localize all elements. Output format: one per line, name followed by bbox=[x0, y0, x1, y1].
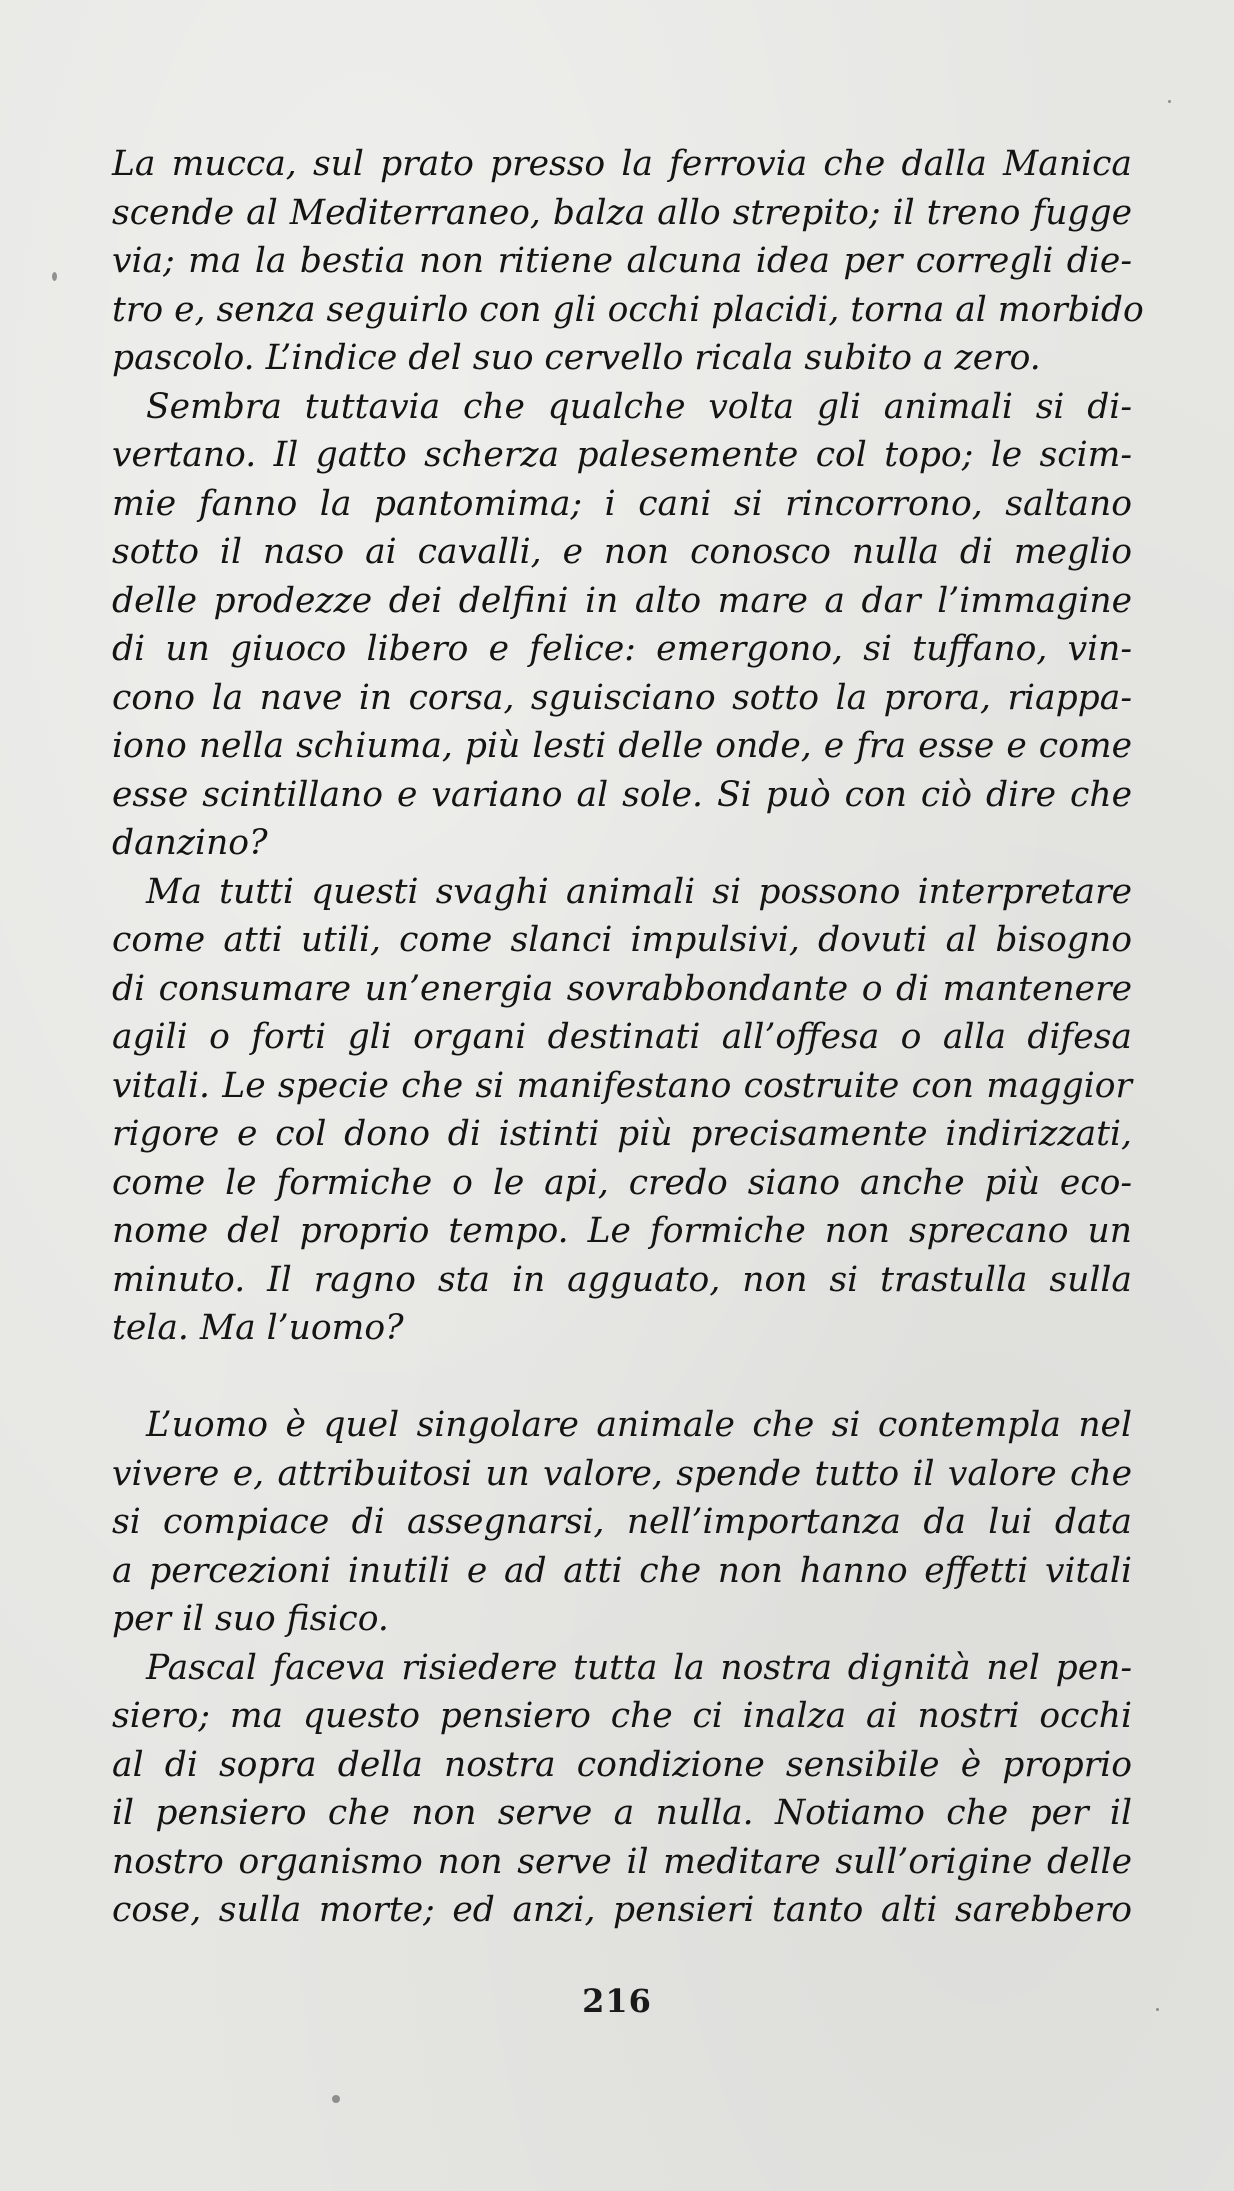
text-line: La mucca, sul prato presso la ferrovia che dalla Manica bbox=[112, 144, 1132, 184]
text-line: siero; ma questo pensiero che ci inalza ai nostri occhi bbox=[112, 1696, 1132, 1736]
paragraph-1 bbox=[112, 140, 1144, 383]
text-line: cono la nave in corsa, sguisciano sotto la prora, riappa- bbox=[112, 677, 1132, 718]
text-line: tela. Ma l’uomo? bbox=[112, 1308, 404, 1348]
text-line: come atti utili, come slanci impulsivi, dovuti al bisogno bbox=[112, 920, 1132, 960]
text-line: di consumare un’energia sovrabbondante o di mantenere bbox=[112, 968, 1132, 1009]
paragraph-2 bbox=[112, 383, 1132, 868]
text-line: nostro organismo non serve il meditare sull’origine delle bbox=[112, 1841, 1132, 1882]
paper-speck bbox=[1156, 2008, 1159, 2011]
text-line: si compiace di assegnarsi, nell’importanza da lui data bbox=[112, 1502, 1132, 1542]
text-line: Sembra tuttavia che qualche volta gli animali si di- bbox=[146, 386, 1132, 427]
text-line: vitali. Le specie che si manifestano costruite con maggior bbox=[112, 1065, 1132, 1106]
paragraph-3 bbox=[112, 868, 1132, 1353]
text-line: sotto il naso ai cavalli, e non conosco nulla di meglio bbox=[112, 532, 1132, 572]
paper-speck bbox=[1168, 100, 1171, 103]
paragraph-4 bbox=[112, 1401, 1132, 1644]
text-line: minuto. Il ragno sta in agguato, non si trastulla sulla bbox=[112, 1259, 1132, 1300]
text-line: al di sopra della nostra condizione sensibile è proprio bbox=[112, 1744, 1132, 1785]
text-line: rigore e col dono di istinti più precisamente indirizzati, bbox=[112, 1114, 1132, 1154]
text-line: nome del proprio tempo. Le formiche non sprecano un bbox=[112, 1211, 1132, 1251]
text-line: delle prodezze dei delfini in alto mare a dar l’immagine bbox=[112, 580, 1132, 621]
text-line: cose, sulla morte; ed anzi, pensieri tanto alti sarebbero bbox=[112, 1890, 1132, 1930]
section-break bbox=[112, 1353, 1132, 1402]
text-line: scende al Mediterraneo, balza allo strepito; il treno fugge bbox=[112, 192, 1132, 233]
paper-speck bbox=[332, 2095, 340, 2103]
text-line: danzino? bbox=[112, 823, 268, 863]
page-number: 216 bbox=[582, 1982, 652, 2020]
text-line: Ma tutti questi svaghi animali si possono interpretare bbox=[146, 871, 1132, 912]
text-line: iono nella schiuma, più lesti delle onde, e fra esse e come bbox=[112, 726, 1132, 766]
paper-speck bbox=[52, 272, 57, 281]
text-line: a percezioni inutili e ad atti che non hanno effetti vitali bbox=[112, 1550, 1132, 1591]
text-line: vertano. Il gatto scherza palesemente col topo; le scim- bbox=[112, 435, 1132, 475]
text-line: per il suo fisico. bbox=[112, 1599, 389, 1639]
text-line: di un giuoco libero e felice: emergono, si tuffano, vin- bbox=[112, 629, 1132, 669]
text-line: via; ma la bestia non ritiene alcuna idea per corregli die- bbox=[112, 241, 1132, 281]
text-line: L’uomo è quel singolare animale che si contempla nel bbox=[146, 1405, 1132, 1445]
text-line: il pensiero che non serve a nulla. Notiamo che per il bbox=[112, 1793, 1132, 1833]
text-line: come le formiche o le api, credo siano anche più eco- bbox=[112, 1162, 1132, 1203]
text-line: Pascal faceva risiedere tutta la nostra dignità nel pen- bbox=[146, 1647, 1132, 1688]
text-line: mie fanno la pantomima; i cani si rincorrono, saltano bbox=[112, 483, 1132, 524]
text-line: pascolo. L’indice del suo cervello ricala subito a zero. bbox=[112, 338, 1041, 378]
text-line: agili o forti gli organi destinati all’offesa o alla difesa bbox=[112, 1017, 1132, 1057]
paragraph-5 bbox=[112, 1644, 1132, 1935]
text-line: tro e, senza seguirlo con gli occhi placidi, torna al morbido bbox=[112, 289, 1144, 330]
body-text bbox=[112, 140, 1144, 1935]
text-line: esse scintillano e variano al sole. Si può con ciò dire che bbox=[112, 774, 1132, 815]
text-line: vivere e, attribuitosi un valore, spende tutto il valore che bbox=[112, 1453, 1132, 1494]
